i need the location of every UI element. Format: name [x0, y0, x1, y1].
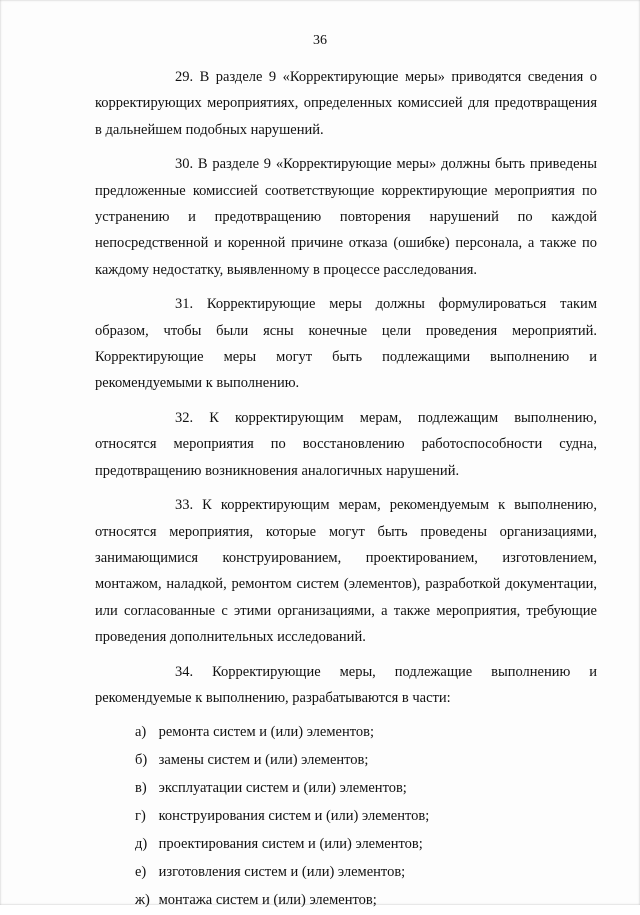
list-item — [95, 803, 597, 829]
paragraph-text: В разделе 9 «Корректирующие меры» приводятся сведения о корректирующих мероприятиях, определенных комиссией для предотвращения в дальнейшем подобных нарушений. — [95, 69, 598, 138]
paragraph-number: 31. — [175, 296, 194, 313]
paragraph-number: 33. — [175, 497, 194, 514]
list-item-letter: е) — [135, 863, 147, 880]
list-item-letter: б) — [135, 752, 148, 769]
list-item-letter: д) — [135, 835, 148, 852]
list-item-text: конструирования систем и (или) элементов; — [158, 808, 430, 825]
paragraph-text: Корректирующие меры, подлежащие выполнению и рекомендуемые к выполнению, разрабатываются в части: — [95, 663, 597, 706]
list-item — [95, 859, 597, 885]
paragraph-text: К корректирующим мерам, рекомендуемым к выполнению, относятся мероприятия, которые могут быть проведены организациями, занимающимися конструированием, проектированием, изготовлением, монтажом, наладкой, ремонтом систем (элементов), разработкой документации, или согласованные с этими организациями, а также мероприятия, требующие проведения дополнительных исследований. — [95, 497, 598, 646]
list-item-letter: г) — [135, 808, 146, 825]
list-item-letter: а) — [135, 724, 147, 741]
list-item — [95, 775, 597, 801]
subitem-list — [95, 719, 597, 913]
list-item-text: изготовления систем и (или) элементов; — [158, 863, 406, 880]
list-item — [95, 747, 597, 773]
list-item-letter: ж) — [135, 891, 150, 908]
list-item-text: проектирования систем и (или) элементов; — [158, 835, 423, 852]
paragraph-text: В разделе 9 «Корректирующие меры» должны быть приведены предложенные комиссией соответствующие корректирующие мероприятия по устранению и предотвращению повторения нарушений по каждой непосредственной и коренной причине отказа (ошибке) персонала, а также по каждому недостатку, выявленному в процессе расследования. — [95, 156, 598, 278]
list-item — [95, 719, 597, 745]
list-item-text: монтажа систем и (или) элементов; — [158, 891, 377, 908]
list-item — [95, 831, 597, 857]
paragraph-33 — [95, 492, 597, 650]
paragraph-text: К корректирующим мерам, подлежащим выполнению, относятся мероприятия по восстановлению работоспособности судна, предотвращению возникновения аналогичных нарушений. — [95, 409, 598, 479]
paragraph-32 — [95, 405, 597, 484]
list-item — [95, 887, 597, 913]
list-item-letter: в) — [135, 780, 147, 797]
paragraph-34 — [95, 659, 597, 712]
document-body — [95, 64, 597, 915]
paragraph-30 — [95, 151, 597, 283]
list-item-text: эксплуатации систем и (или) элементов; — [158, 780, 407, 797]
list-item-text: замены систем и (или) элементов; — [158, 752, 369, 769]
paragraph-29 — [95, 64, 597, 143]
paragraph-number: 32. — [175, 409, 194, 426]
paragraph-31 — [95, 291, 597, 397]
paragraph-text: Корректирующие меры должны формулироваться таким образом, чтобы были ясны конечные цели проведения мероприятий. Корректирующие меры могут быть подлежащими выполнению и рекомендуемыми к выполнению. — [95, 296, 597, 392]
list-item-text: ремонта систем и (или) элементов; — [158, 724, 374, 741]
paragraph-number: 29. — [175, 69, 194, 85]
paragraph-number: 34. — [175, 663, 194, 680]
paragraph-number: 30. — [175, 156, 194, 173]
page-number: 36 — [313, 33, 327, 48]
